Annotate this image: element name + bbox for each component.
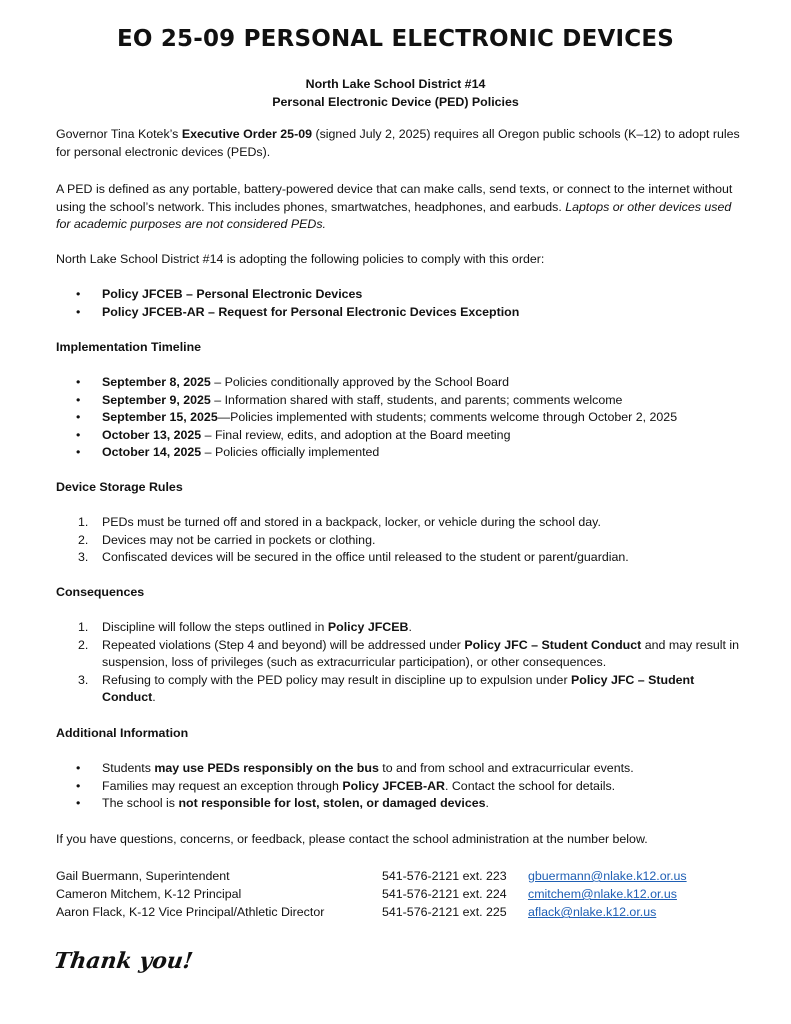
policy-ref: Policy JFC – Student Conduct	[464, 637, 642, 652]
timeline-date: September 8, 2025	[102, 375, 211, 389]
timeline-text: – Final review, edits, and adoption at the Board meeting	[201, 427, 511, 442]
contact-phone: 541-576-2121 ext. 224	[382, 887, 507, 901]
list-item	[56, 427, 743, 445]
consequence-text: and may result in suspension, loss of privileges (such as extracurricular participation), or other consequences.	[102, 637, 740, 669]
timeline-date: September 15, 2025	[102, 410, 218, 424]
contact-list	[56, 867, 736, 921]
contact-email-link[interactable]: cmitchem@nlake.k12.or.us	[528, 887, 677, 901]
consequences-list	[56, 619, 743, 707]
list-item	[56, 374, 743, 392]
contact-email-link[interactable]: gbuermann@nlake.k12.or.us	[528, 869, 687, 883]
executive-order-ref: Executive Order 25-09	[181, 127, 312, 141]
bullet-glyph: •	[76, 375, 81, 389]
list-item	[56, 392, 743, 410]
list-number: 1.	[78, 620, 89, 634]
intro-text: Governor Tina Kotek’s	[56, 127, 182, 141]
bullet-glyph: •	[76, 287, 81, 301]
timeline-text: – Policies officially implemented	[201, 445, 380, 459]
consequence-text: Repeated violations (Step 4 and beyond) will be addressed under	[102, 637, 465, 652]
section-heading-storage: Device Storage Rules	[56, 480, 183, 494]
info-text: Students	[102, 761, 155, 775]
policy-name: Policy JFCEB – Personal Electronic Devices	[102, 287, 363, 301]
list-number: 3.	[78, 550, 89, 564]
bullet-glyph: •	[76, 392, 81, 407]
policy-list	[56, 286, 743, 321]
list-item	[56, 444, 743, 462]
consequence-text: Refusing to comply with the PED policy may result in discipline up to expulsion under	[102, 672, 572, 687]
bullet-glyph: •	[76, 304, 81, 319]
list-item	[56, 304, 743, 322]
consequence-text: .	[408, 620, 412, 634]
consequence-text: .	[152, 690, 156, 704]
list-item	[56, 672, 743, 707]
list-item	[56, 795, 743, 813]
definition-text: A PED is defined as any portable, battery-powered device that can make calls, send texts, or connect to the internet without using the school’s network. This includes phones, smartwatches, headphones, and earbuds.	[56, 182, 733, 214]
timeline-text: – Information shared with staff, students, and parents; comments welcome	[210, 392, 623, 407]
policy-subtitle: Personal Electronic Device (PED) Policies	[272, 95, 519, 109]
timeline-list	[56, 374, 743, 462]
policy-name: Policy JFCEB-AR – Request for Personal Electronic Devices Exception	[102, 304, 520, 319]
list-item	[56, 549, 743, 567]
timeline-date: October 14, 2025	[102, 445, 202, 459]
contact-row	[56, 885, 736, 903]
bullet-glyph: •	[76, 761, 81, 775]
list-item	[56, 778, 743, 796]
section-heading-consequences: Consequences	[56, 585, 145, 599]
list-item	[56, 286, 743, 304]
rule-text: Confiscated devices will be secured in the office until released to the student or parent/guardian.	[102, 550, 629, 564]
info-text: to and from school and extracurricular events.	[378, 761, 634, 775]
page-title: EO 25-09 PERSONAL ELECTRONIC DEVICES	[116, 26, 675, 52]
intro-text: (signed July 2, 2025) requires all Oregon public schools (K–12) to adopt rules for personal electronic devices (PEDs).	[56, 127, 740, 159]
bullet-glyph: •	[76, 410, 81, 424]
contact-row	[56, 903, 736, 921]
adoption-paragraph: North Lake School District #14 is adopting the following policies to comply with this order:	[56, 252, 545, 266]
contact-phone: 541-576-2121 ext. 223	[382, 869, 507, 883]
rule-text: Devices may not be carried in pockets or clothing.	[102, 532, 376, 547]
ped-definition-paragraph	[56, 181, 743, 234]
bullet-glyph: •	[76, 778, 81, 793]
district-name: North Lake School District #14	[305, 77, 486, 91]
list-item	[56, 409, 743, 427]
list-item	[56, 532, 743, 550]
definition-exception: Laptops or other devices used for academic purposes are not considered PEDs.	[56, 199, 732, 231]
section-heading-timeline: Implementation Timeline	[56, 340, 202, 354]
timeline-date: September 9, 2025	[102, 392, 211, 407]
info-text: . Contact the school for details.	[444, 778, 616, 793]
info-text: .	[485, 796, 489, 810]
timeline-text: – Policies conditionally approved by the School Board	[210, 375, 510, 389]
bullet-glyph: •	[76, 796, 81, 810]
policy-ref: Policy JFC – Student Conduct	[102, 672, 695, 704]
list-item	[56, 637, 743, 672]
list-item	[56, 760, 743, 778]
timeline-date: October 13, 2025	[102, 427, 202, 442]
info-emphasis: not responsible for lost, stolen, or damaged devices	[178, 796, 486, 810]
policy-ref: Policy JFCEB	[327, 620, 409, 634]
section-heading-additional: Additional Information	[56, 726, 189, 740]
storage-rules-list	[56, 514, 743, 567]
closing-paragraph: If you have questions, concerns, or feedback, please contact the school administration at the number below.	[56, 832, 648, 846]
list-item	[56, 514, 743, 532]
list-number: 1.	[78, 515, 89, 529]
list-number: 2.	[78, 637, 89, 652]
info-text: The school is	[102, 796, 179, 810]
rule-text: PEDs must be turned off and stored in a backpack, locker, or vehicle during the school day.	[102, 515, 601, 529]
list-number: 2.	[78, 532, 89, 547]
additional-info-list	[56, 760, 743, 813]
bullet-glyph: •	[76, 445, 81, 459]
timeline-text: —Policies implemented with students; comments welcome through October 2, 2025	[217, 410, 678, 424]
contact-name: Gail Buermann, Superintendent	[56, 869, 230, 883]
contact-row	[56, 867, 736, 885]
info-emphasis: may use PEDs responsibly on the bus	[154, 761, 379, 775]
info-emphasis: Policy JFCEB-AR	[342, 778, 445, 793]
contact-phone: 541-576-2121 ext. 225	[382, 905, 507, 919]
intro-paragraph	[56, 126, 743, 161]
list-item	[56, 619, 743, 637]
consequence-text: Discipline will follow the steps outlined in	[102, 620, 328, 634]
contact-email-link[interactable]: aflack@nlake.k12.or.us	[528, 905, 657, 919]
signoff-thank-you: Thank you!	[52, 948, 195, 974]
bullet-glyph: •	[76, 427, 81, 442]
contact-name: Cameron Mitchem, K-12 Principal	[56, 887, 242, 901]
contact-name: Aaron Flack, K-12 Vice Principal/Athletic Director	[56, 905, 325, 919]
list-number: 3.	[78, 672, 89, 687]
info-text: Families may request an exception through	[102, 778, 343, 793]
